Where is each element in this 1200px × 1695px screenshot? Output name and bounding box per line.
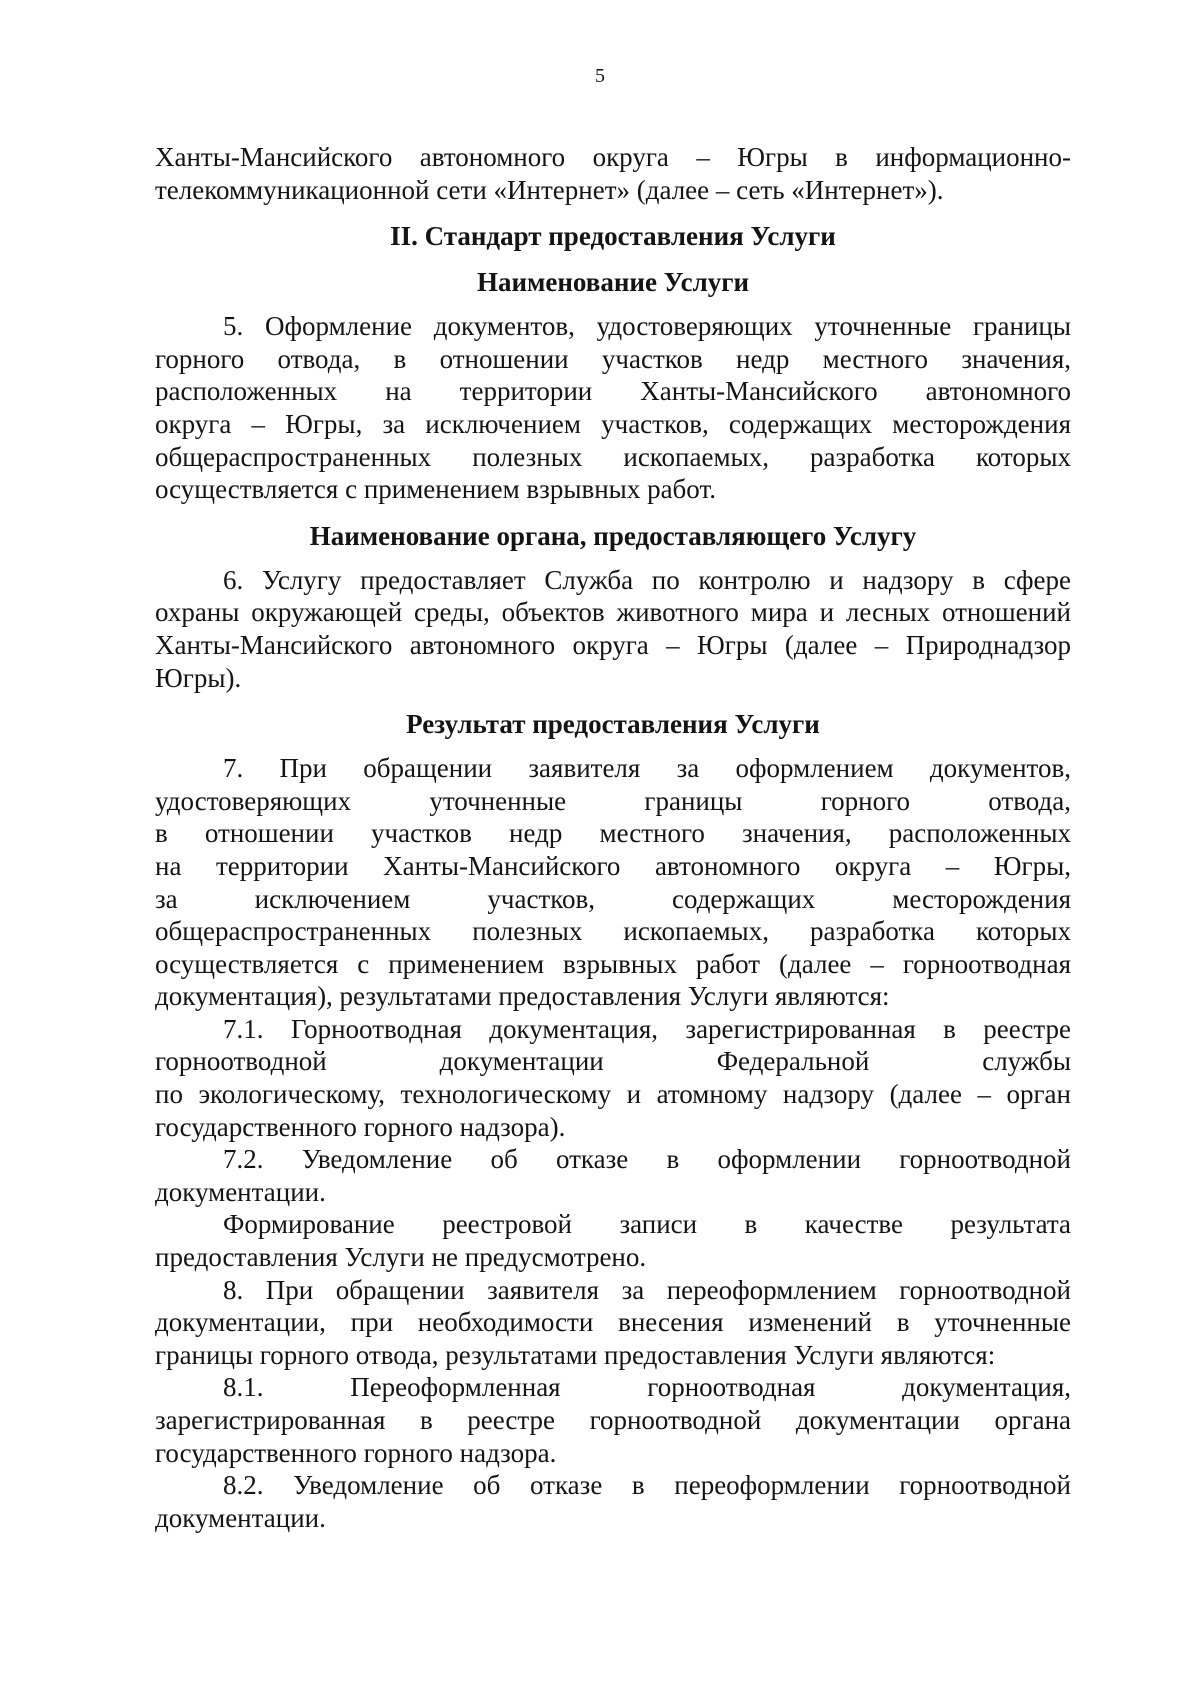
intro-line-1: Ханты-Мансийского автономного округа – Югры в информационно- xyxy=(155,142,1071,172)
section-title: II. Стандарт предоставления Услуги xyxy=(390,221,836,252)
p5-line-6: осуществляется с применением взрывных работ. xyxy=(155,474,716,505)
p7-line-2: удостоверяющих уточненные границы горного отвода, xyxy=(155,785,1071,816)
p5-line-4: округа – Югры, за исключением участков, содержащих месторождения xyxy=(155,408,1071,439)
paragraph-8 xyxy=(155,1274,1071,1372)
paragraph-8-2 xyxy=(155,1469,1071,1534)
p7-1-line-3: по экологическому, технологическому и атомному надзору (далее – орган xyxy=(155,1079,1071,1110)
p7-line-6: общераспространенных полезных ископаемых, разработка которых xyxy=(155,916,1071,947)
p8-line-3: границы горного отвода, результатами предоставления Услуги являются: xyxy=(155,1339,996,1370)
p8-2-line-2: документации. xyxy=(155,1502,326,1533)
p8-1-line-3: государственного горного надзора. xyxy=(155,1437,557,1468)
p7-line-8: документация), результатами предоставления Услуги являются: xyxy=(155,981,890,1012)
p7-line-7: осуществляется с применением взрывных работ (далее – горноотводная xyxy=(155,948,1071,979)
paragraph-7-note xyxy=(155,1208,1071,1273)
page-number: 5 xyxy=(595,65,605,87)
p7-line-5: за исключением участков, содержащих месторождения xyxy=(155,883,1071,914)
paragraph-7-1 xyxy=(155,1013,1071,1143)
p6-line-1: 6. Услугу предоставляет Служба по контролю и надзору в сфере xyxy=(223,564,1071,595)
paragraph-7-2 xyxy=(155,1143,1071,1208)
heading-result: Результат предоставления Услуги xyxy=(406,709,820,740)
document-body xyxy=(155,141,1071,1534)
p7-1-line-1: 7.1. Горноотводная документация, зарегистрированная в реестре xyxy=(223,1013,1071,1044)
p6-line-2: охраны окружающей среды, объектов животного мира и лесных отношений xyxy=(155,597,1071,628)
p8-line-2: документации, при необходимости внесения изменений в уточненные xyxy=(155,1307,1071,1338)
p7-note-line-1: Формирование реестровой записи в качестве результата xyxy=(223,1209,1071,1240)
p6-line-4: Югры). xyxy=(155,662,242,693)
p8-1-line-1: 8.1. Переоформленная горноотводная документация, xyxy=(223,1372,1071,1403)
p5-line-5: общераспространенных полезных ископаемых, разработка которых xyxy=(155,441,1071,472)
paragraph-5 xyxy=(155,310,1071,506)
p7-note-line-2: предоставления Услуги не предусмотрено. xyxy=(155,1242,647,1273)
paragraph-8-1 xyxy=(155,1371,1071,1469)
intro-paragraph xyxy=(155,141,1071,206)
heading-authority: Наименование органа, предоставляющего Услугу xyxy=(309,520,917,551)
p5-line-1: 5. Оформление документов, удостоверяющих уточненные границы xyxy=(223,311,1071,342)
p7-line-1: 7. При обращении заявителя за оформлением документов, xyxy=(223,753,1071,784)
p7-2-line-2: документации. xyxy=(155,1176,326,1207)
p8-2-line-1: 8.2. Уведомление об отказе в переоформлении горноотводной xyxy=(223,1470,1071,1501)
p7-1-line-2: горноотводной документации Федеральной службы xyxy=(155,1046,1071,1077)
intro-line-2: телекоммуникационной сети «Интернет» (далее – сеть «Интернет»). xyxy=(155,174,944,205)
paragraph-6 xyxy=(155,564,1071,694)
p5-line-2: горного отвода, в отношении участков недр местного значения, xyxy=(155,343,1071,374)
p7-line-4: на территории Ханты-Мансийского автономного округа – Югры, xyxy=(155,850,1071,881)
paragraph-7 xyxy=(155,752,1071,1013)
heading-service-name: Наименование Услуги xyxy=(476,267,750,298)
p7-line-3: в отношении участков недр местного значения, расположенных xyxy=(155,818,1071,849)
p8-line-1: 8. При обращении заявителя за переоформлением горноотводной xyxy=(223,1274,1071,1305)
p6-line-3: Ханты-Мансийского автономного округа – Югры (далее – Природнадзор xyxy=(155,629,1071,660)
p5-line-3: расположенных на территории Ханты-Мансийского автономного xyxy=(155,376,1071,407)
p7-1-line-4: государственного горного надзора). xyxy=(155,1111,566,1142)
p7-2-line-1: 7.2. Уведомление об отказе в оформлении горноотводной xyxy=(223,1144,1071,1175)
p8-1-line-2: зарегистрированная в реестре горноотводной документации органа xyxy=(155,1405,1071,1435)
